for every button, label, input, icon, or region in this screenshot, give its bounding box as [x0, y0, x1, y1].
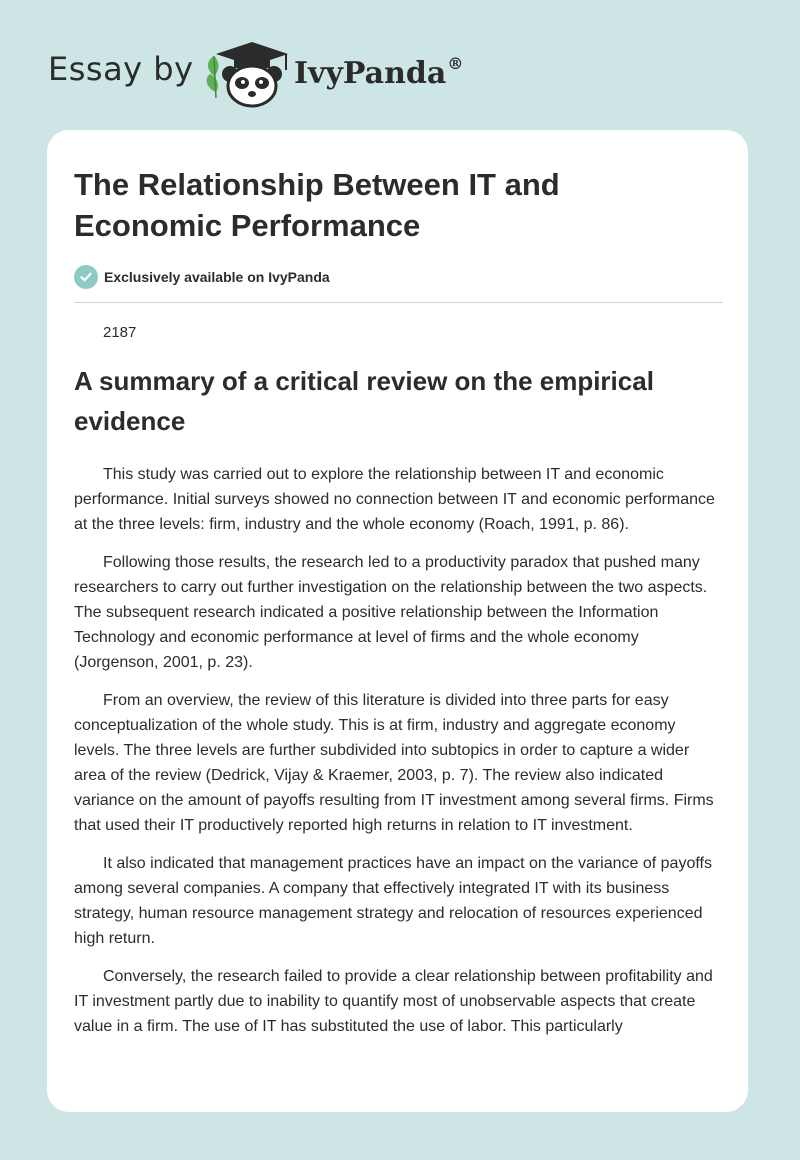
- exclusive-label: Exclusively available on IvyPanda: [104, 269, 330, 285]
- essay-card: [47, 130, 748, 1112]
- word-count: 2187: [103, 324, 137, 341]
- panda-logo-icon: [202, 36, 294, 108]
- divider: [74, 302, 723, 303]
- paragraph: Conversely, the research failed to provide a clear relationship between profitability and IT investment partly due to inability to quantify most of unobservable aspects that create value in a firm. The use of IT has substituted the use of labor. This particularly: [74, 968, 713, 1035]
- essay-title: The Relationship Between IT and Economic Performance: [74, 167, 560, 243]
- paragraph: This study was carried out to explore the relationship between IT and economic performance. Initial surveys showed no connection between IT and economic performance at the three levels: firm, industry and the whole economy (Roach, 1991, p. 86).: [74, 466, 715, 533]
- brand-name: IvyPanda®: [294, 54, 464, 91]
- paragraph: It also indicated that management practices have an impact on the variance of payoffs among several companies. A company that effectively integrated IT with its business strategy, human resource management strategy and relocation of resources experienced high return.: [74, 855, 712, 947]
- registered-mark: ®: [447, 54, 464, 73]
- paragraph: Following those results, the research led to a productivity paradox that pushed many researchers to carry out further investigation on the relationship between the two aspects. The subsequent research indicated a positive relationship between the Information Technology and economic performance at level of firms and the whole economy (Jorgenson, 2001, p. 23).: [74, 554, 708, 671]
- checkmark-icon: [74, 265, 98, 289]
- essay-by-label: Essay by: [48, 50, 194, 88]
- paragraph: From an overview, the review of this literature is divided into three parts for easy conceptualization of the whole study. This is at firm, industry and aggregate economy levels. The three levels are further subdivided into subtopics in order to capture a wider area of the review (Dedrick, Vijay & Kraemer, 2003, p. 7). The review also indicated variance on the amount of payoffs resulting from IT investment among several firms. Firms that used their IT productively reported high returns in relation to IT investment.: [74, 692, 714, 834]
- exclusive-badge: [74, 264, 330, 290]
- site-header: [48, 30, 508, 110]
- essay-body: [74, 462, 723, 1052]
- essay-subtitle: A summary of a critical review on the empirical evidence: [74, 366, 654, 436]
